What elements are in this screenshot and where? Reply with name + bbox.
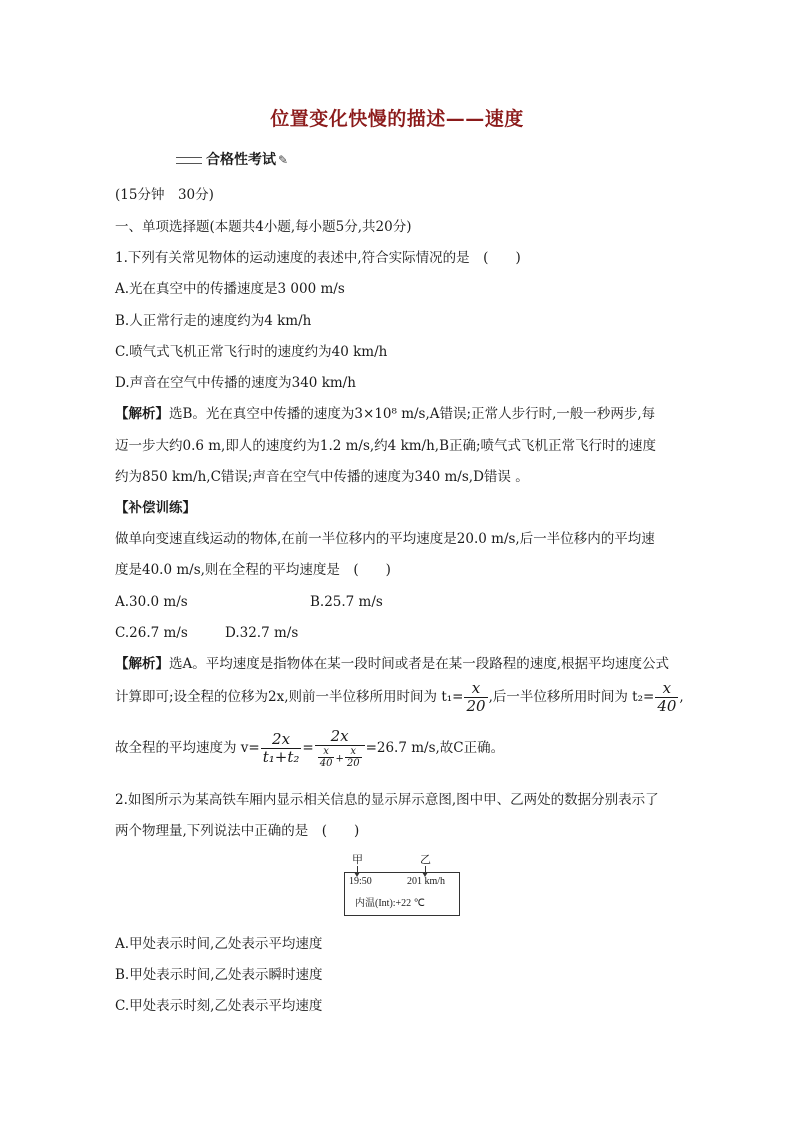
display-time: 19:50 <box>349 876 372 887</box>
label-yi: 乙 <box>420 853 431 866</box>
section-label: 合格性考试 <box>206 152 276 168</box>
double-line-decoration <box>176 157 202 164</box>
display-temperature: 内温(Int):+22 ℃ <box>355 898 425 909</box>
fraction-x-over-20: $\frac{x}{20}$ <box>466 679 486 715</box>
question-1-analysis-line: 约为850 km/h,C错误;声音在空气中传播的速度为340 m/s,D错误 。 <box>115 469 529 485</box>
extra-analysis-line: 计算即可;设全程的位移为2x,则前一半位移所用时间为 t₁= $\frac{x}{20}$ ,后一半位移所用时间为 t₂= $\frac{x}{40}$ , <box>115 679 684 715</box>
question-1-option-d: D.声音在空气中传播的速度为340 km/h <box>115 375 356 391</box>
time-info: (15分钟 30分) <box>115 187 214 203</box>
question-1-analysis-line: 【解析】选B。光在真空中传播的速度为3×10⁸ m/s,A错误;正常人步行时,一般一秒两步,每 <box>115 406 656 422</box>
question-2-stem-line: 2.如图所示为某高铁车厢内显示相关信息的显示屏示意图,图中甲、乙两处的数据分别表示了 <box>115 792 659 808</box>
part-heading: 一、单项选择题(本题共4小题,每小题5分,共20分) <box>115 219 412 235</box>
extra-training-label: 【补偿训练】 <box>115 500 196 516</box>
extra-option-b: B.25.7 m/s <box>310 594 383 610</box>
extra-analysis-line: 【解析】选A。平均速度是指物体在某一段时间或者是在某一段路程的速度,根据平均速度公式 <box>115 656 670 672</box>
analysis-label: 【解析】 <box>115 656 169 672</box>
question-2-stem-line: 两个物理量,下列说法中正确的是 ( ) <box>115 823 360 839</box>
question-1-stem: 1.下列有关常见物体的运动速度的表述中,符合实际情况的是 ( ) <box>115 250 521 266</box>
question-1-option-a: A.光在真空中的传播速度是3 000 m/s <box>115 281 345 297</box>
fraction-x-over-40: $\frac{x}{40}$ <box>657 679 677 715</box>
extra-option-c: C.26.7 m/s <box>115 625 188 641</box>
question-1-option-c: C.喷气式飞机正常飞行时的速度约为40 km/h <box>115 344 388 360</box>
section-heading <box>176 149 288 169</box>
pen-icon: ✎ <box>278 153 289 167</box>
fraction-2x-over-sum: 2x $\frac{x}{40}$ + $\frac{x}{20}$ <box>315 728 365 769</box>
extra-option-a: A.30.0 m/s <box>115 594 188 610</box>
display-screen <box>344 872 460 916</box>
page-title: 位置变化快慢的描述——速度 <box>270 108 524 130</box>
extra-analysis-line: 故全程的平均速度为 v= $\frac{2x}{\text{t₁+t₂}}$ = 2x $\frac{x}{40}$ + $\frac{x}{20}$ =26.7 m/s,故C正确。 <box>115 727 505 769</box>
question-1-option-b: B.人正常行走的速度约为4 km/h <box>115 313 312 329</box>
question-2-option-a: A.甲处表示时间,乙处表示平均速度 <box>115 936 323 952</box>
question-1-analysis-line: 迈一步大约0.6 m,即人的速度约为1.2 m/s,约4 km/h,B正确;喷气式飞机正常飞行时的速度 <box>115 438 657 454</box>
question-2-option-c: C.甲处表示时刻,乙处表示平均速度 <box>115 998 323 1014</box>
extra-stem-line: 度是40.0 m/s,则在全程的平均速度是 ( ) <box>115 562 391 578</box>
extra-option-d: D.32.7 m/s <box>225 625 299 641</box>
question-2-option-b: B.甲处表示时间,乙处表示瞬时速度 <box>115 967 323 983</box>
analysis-label: 【解析】 <box>115 406 169 422</box>
extra-stem-line: 做单向变速直线运动的物体,在前一半位移内的平均速度是20.0 m/s,后一半位移内的平均速 <box>115 531 655 547</box>
fraction-2x-over-t-sum: $\frac{2x}{\text{t₁+t₂}}$ <box>262 730 300 766</box>
display-speed: 201 km/h <box>407 876 446 887</box>
label-jia: 甲 <box>352 853 363 866</box>
